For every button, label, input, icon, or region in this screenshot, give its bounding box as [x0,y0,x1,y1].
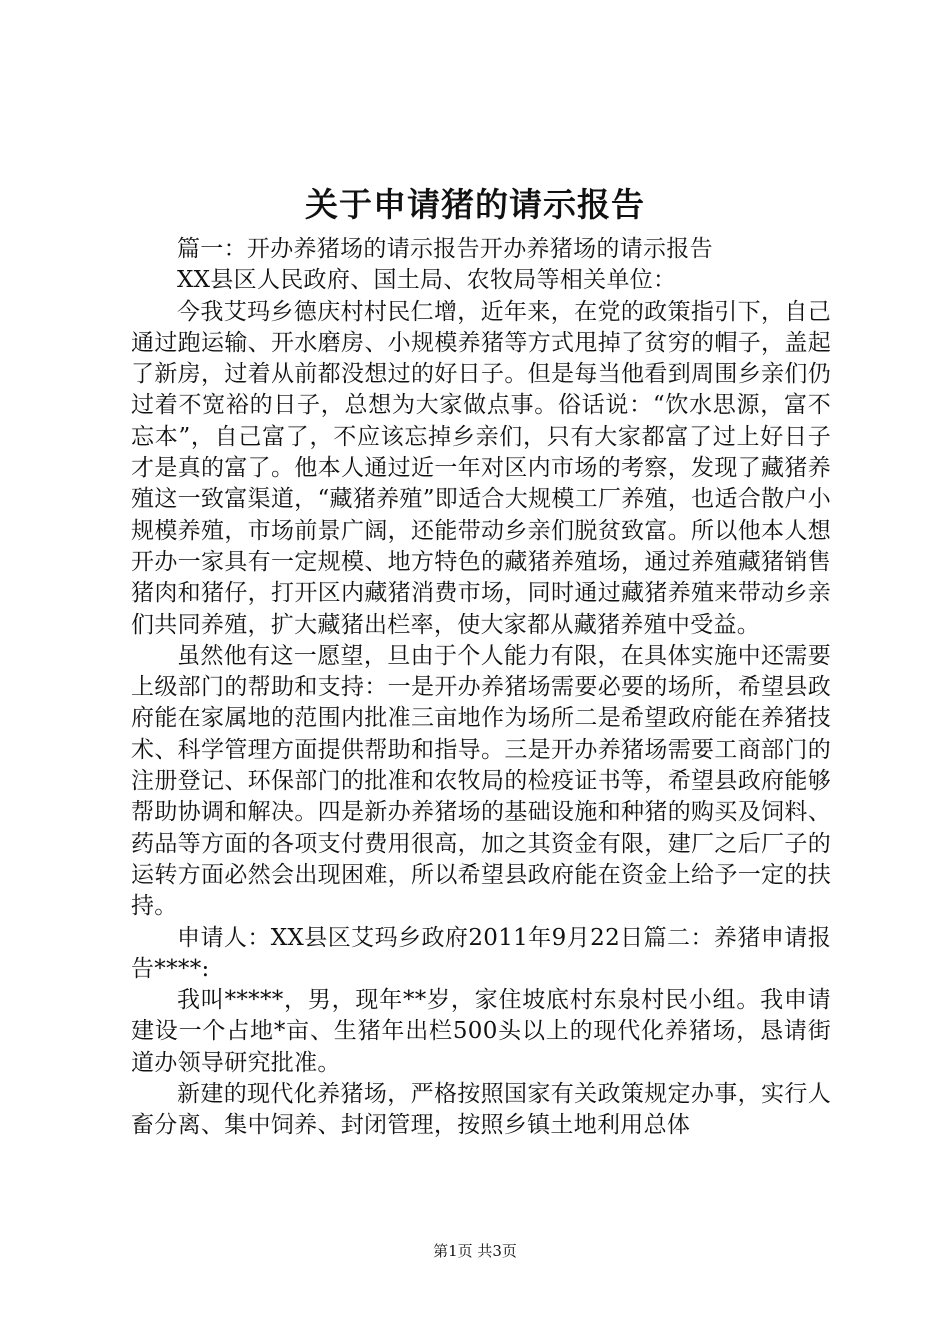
paragraph-background: 今我艾玛乡德庆村村民仁增，近年来，在党的政策指引下，自己通过跑运输、开水磨房、小规模养猪等方式甩掉了贫穷的帽子，盖起了新房，过着从前都没想过的好日子。但是每当他看到周围乡亲们仍过着不宽裕的日子，总想为大家做点事。俗话说：“饮水思源，富不忘本”，自己富了，不应该忘掉乡亲们，只有大家都富了过上好日子才是真的富了。他本人通过近一年对区内市场的考察，发现了藏猪养殖这一致富渠道，“藏猪养殖”即适合大规模工厂养殖，也适合散户小规模养殖，市场前景广阔，还能带动乡亲们脱贫致富。所以他本人想开办一家具有一定规模、地方特色的藏猪养殖场，通过养殖藏猪销售猪肉和猪仔，打开区内藏猪消费市场，同时通过藏猪养殖来带动乡亲们共同养殖，扩大藏猪出栏率，使大家都从藏猪养殖中受益。 [131,298,831,638]
paragraph-requests: 虽然他有这一愿望，旦由于个人能力有限，在具体实施中还需要上级部门的帮助和支持：一是开办养猪场需要必要的场所，希望县政府能在家属地的范围内批准三亩地作为场所二是希望政府能在养猪技术、科学管理方面提供帮助和指导。三是开办养猪场需要工商部门的注册登记、环保部门的批准和农牧局的检疫证书等，希望县政府能够帮助协调和解决。四是新办养猪场的基础设施和种猪的购买及饲料、药品等方面的各项支付费用很高，加之其资金有限，建厂之后厂子的运转方面必然会出现困难，所以希望县政府能在资金上给予一定的扶持。 [131,642,831,920]
paragraph-applicant-signature: 申请人：XX县区艾玛乡政府2011年9月22日篇二：养猪申请报告****: [131,924,831,982]
page-number-footer: 第1页 共3页 [433,1242,517,1260]
paragraph-construction-plan: 新建的现代化养猪场，严格按照国家有关政策规定办事，实行人畜分离、集中饲养、封闭管理，按照乡镇土地利用总体 [131,1081,831,1139]
paragraph-application-intro: 我叫*****，男，现年**岁，家住坡底村东泉村民小组。我申请建设一个占地*亩、生猪年出栏500头以上的现代化养猪场，恳请街道办领导研究批准。 [131,987,831,1076]
paragraph-section-one-heading: 篇一：开办养猪场的请示报告开办养猪场的请示报告 [177,236,713,262]
document-title: 关于申请猪的请示报告 [305,185,645,224]
paragraph-addressee: XX县区人民政府、国土局、农牧局等相关单位： [177,267,677,294]
document-body [131,234,831,1142]
